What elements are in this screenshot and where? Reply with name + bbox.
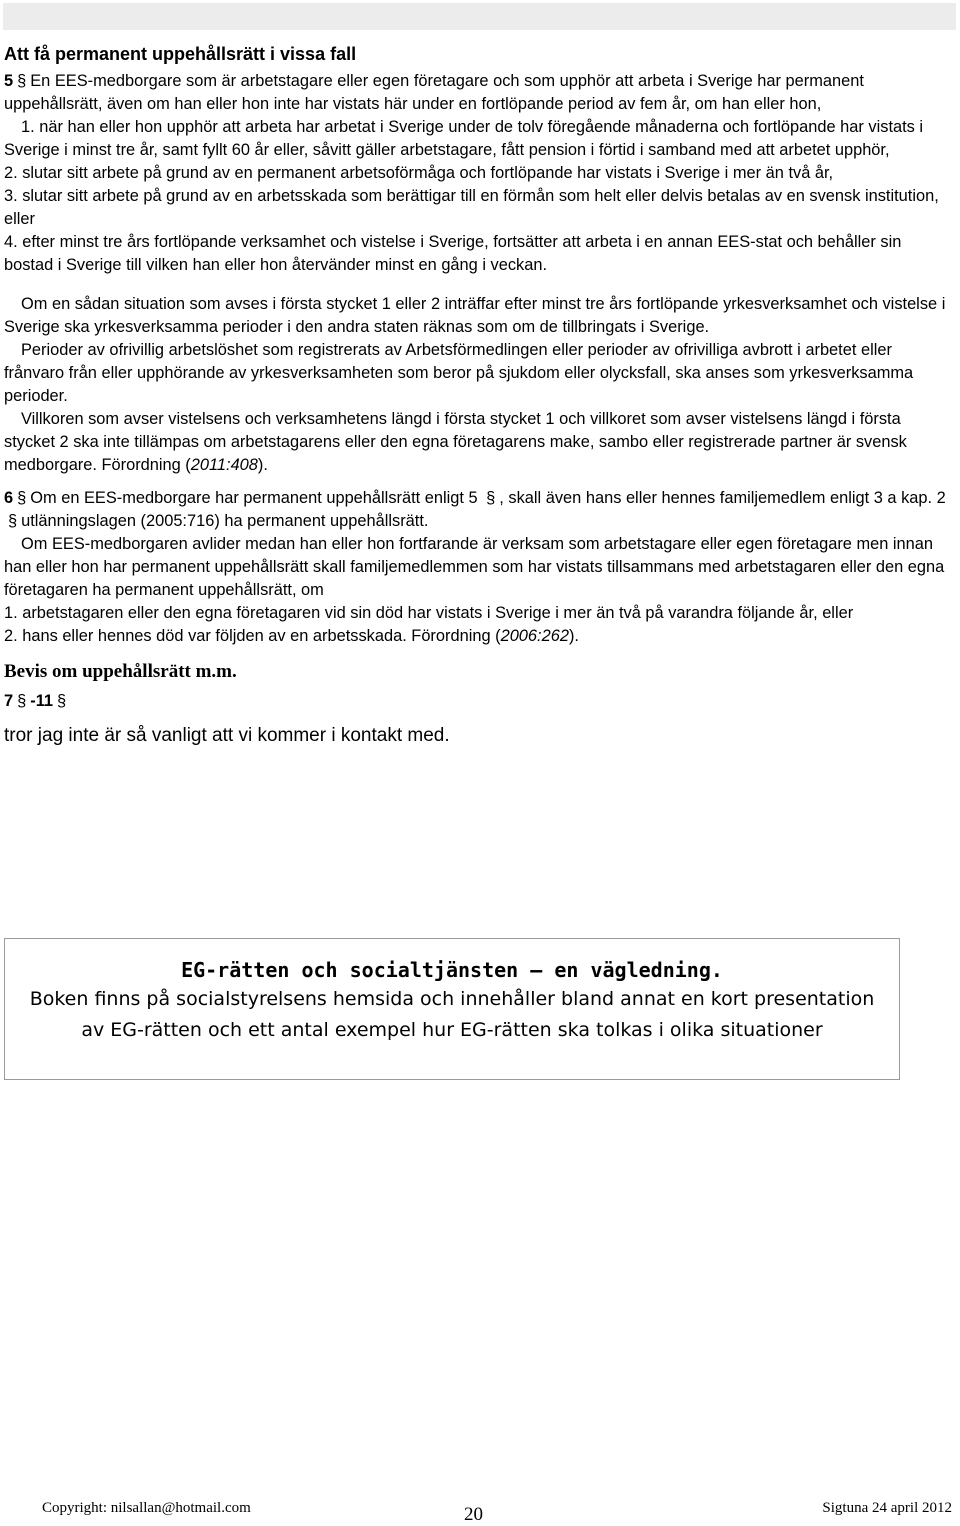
paragraph-text: Villkoren som avser vistelsens och verksamhetens längd i första stycket 1 och villkoret som avser vistelsens längd i första stycket 2 ska inte tillämpas om arbetstagarens eller den egna företagarens make, sambo eller registrerade partner är svensk medborgare. Förordning ( [4,410,907,474]
list-item: 2. slutar sitt arbete på grund av en permanent arbetsoförmåga och fortlöpande har vistats i Sverige i mer än två år, [4,164,834,182]
reference-end: ). [257,456,268,474]
paragraph: Om en sådan situation som avses i första stycket 1 eller 2 inträffar efter minst tre års fortlöpande yrkesverksamhet och vistelse i Sverige ska yrkesverksamma perioder i den andra staten räknas som om de tillbringats i Sverige. [4,295,946,336]
list-item-text: 2. hans eller hennes död var följden av en arbetsskada. Förordning ( [4,627,501,645]
paragraph: Perioder av ofrivillig arbetslöshet som registrerats av Arbetsförmedlingen eller perioder av ofrivilliga avbrott i arbetet eller frånvaro från eller upphörande av yrkesverksamheten som beror på sjukdom eller olycksfall, ska anses som yrkesverksamma perioder. [4,341,914,405]
section-symbol-icon: § [17,692,27,710]
closing-text: tror jag inte är så vanligt att vi kommer i kontakt med. [4,725,450,746]
paragraph-text: Om en EES-medborgare har permanent uppehållsrätt enligt 5 [30,489,478,507]
paragraph [4,408,954,477]
section-symbol-icon: § [17,72,27,90]
list-item [4,625,954,648]
section-number: 7 [4,692,14,710]
top-gray-bar [3,3,956,30]
spacer [4,277,954,293]
section-range: -11 [30,692,54,710]
section-symbol-icon: § [8,512,18,530]
reference-link: 2006:262 [500,627,569,645]
page-number: 20 [464,1504,483,1525]
section-symbol-icon: § [486,489,496,507]
section-number: 5 [4,72,14,90]
paragraph-6 [4,487,954,533]
paragraph: Om EES-medborgaren avlider medan han eller hon fortfarande är verksam som arbetstagare eller egen företagare men innan han eller hon har permanent uppehållsrätt skall familjemedlemmen som har vistats tillsammans med arbetstagaren eller den egna företagaren ha permanent uppehållsrätt, om [4,535,945,599]
footer-copyright: Copyright: nilsallan@hotmail.com [42,1500,251,1516]
reference-end: ). [568,627,579,645]
list-item: 4. efter minst tre års fortlöpande verksamhet och vistelse i Sverige, fortsätter att arbeta i en annan EES-stat och behåller sin bostad i Sverige till vilken han eller hon återvänder minst en gång i veckan. [4,233,902,274]
paragraph-text: utlänningslagen (2005:716) ha permanent uppehållsrätt. [21,512,429,530]
paragraph-7 [4,690,954,713]
page-footer [42,1498,952,1524]
list-item: 3. slutar sitt arbete på grund av en arbetsskada som berättigar till en förmån som helt eller delvis betalas av en svensk institution, eller [4,187,939,228]
paragraph-text: , skall även hans eller hennes familjemedlem enligt 3 a kap. 2 [499,489,946,507]
info-box-title: EG-rätten och socialtjänsten – en vägledning. [181,958,723,982]
list-item: 1. när han eller hon upphör att arbeta har arbetat i Sverige under de tolv föregående månaderna och fortlöpande har vistats i Sverige i minst tre år, samt fyllt 60 år eller, såvitt gäller arbetstagare, fått pension i förtid i samband med att arbetet upphör, [4,118,924,159]
section-symbol-icon: § [57,692,67,710]
spacer [4,477,954,487]
info-box [4,938,900,1080]
section-symbol-icon: § [17,489,27,507]
page-title: Att få permanent uppehållsrätt i vissa fall [4,44,357,64]
list-item: 1. arbetstagaren eller den egna företagaren vid sin död har vistats i Sverige i mer än två på varandra följande år, eller [4,604,854,622]
info-box-text: Boken finns på socialstyrelsens hemsida och innehåller bland annat en kort presentation av EG-rätten och ett antal exempel hur EG-rätten ska tolkas i olika situationer [29,988,875,1041]
document-body [4,42,954,749]
reference-link: 2011:408 [190,456,258,474]
paragraph-text: En EES-medborgare som är arbetstagare eller egen företagare och som upphör att arbeta i Sverige har permanent uppehållsrätt, även om han eller hon inte har vistats här under en fortlöpande period av fem år, om han eller hon, [4,72,864,113]
paragraph-5 [4,70,954,116]
section-heading: Bevis om uppehållsrätt m.m. [4,661,237,682]
section-number: 6 [4,489,14,507]
footer-date: Sigtuna 24 april 2012 [822,1500,952,1516]
